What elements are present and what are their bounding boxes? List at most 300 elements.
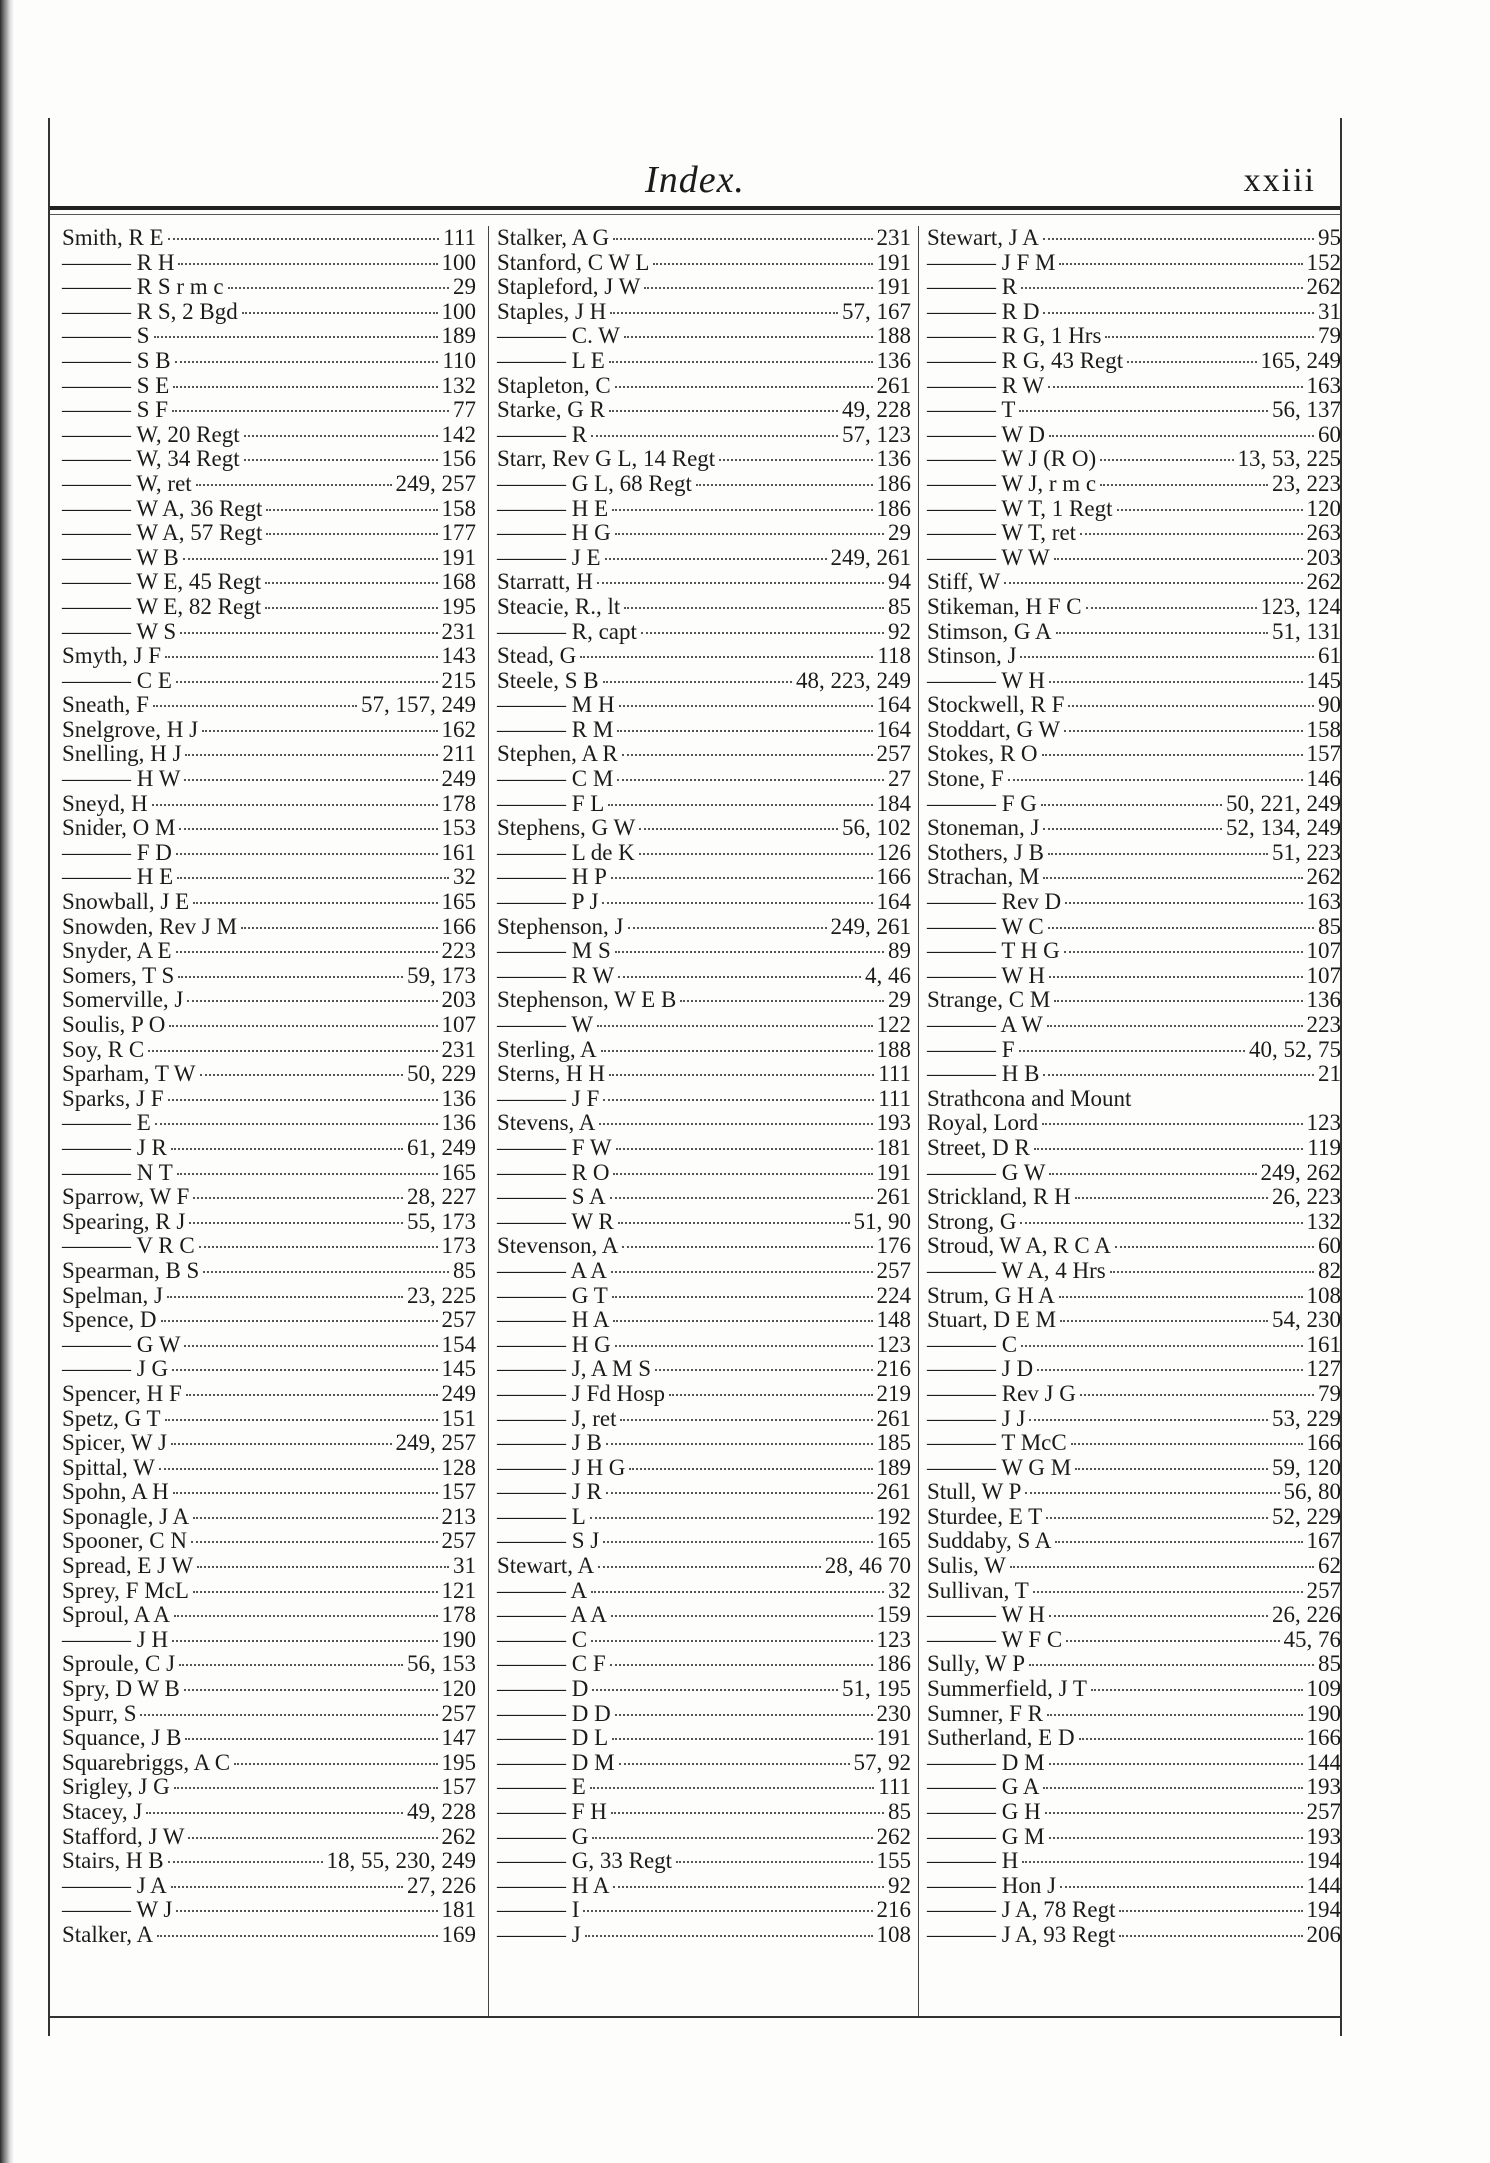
entry-name: Sturdee, E T <box>927 1503 1043 1529</box>
entry-name: ——— H A <box>497 1307 610 1333</box>
leader-dots <box>1064 730 1302 732</box>
index-entry <box>927 275 1341 300</box>
entry-pages: 60 <box>1318 421 1341 447</box>
entry-pages: 157 <box>441 1479 476 1505</box>
index-entry <box>927 1333 1341 1358</box>
leader-dots <box>174 1787 438 1789</box>
entry-name: ——— G A <box>927 1774 1040 1800</box>
entry-pages: 151 <box>441 1405 476 1431</box>
entry-pages: 257 <box>441 1700 476 1726</box>
entry-name: ——— P J <box>497 889 599 915</box>
index-entry <box>497 1333 911 1358</box>
entry-name: Snowden, Rev J M <box>62 913 238 939</box>
index-entry <box>62 398 476 423</box>
leader-dots <box>603 1099 874 1101</box>
entry-pages: 144 <box>1306 1872 1341 1898</box>
entry-name: ——— W T, 1 Regt <box>927 495 1113 521</box>
entry-pages: 203 <box>1306 544 1341 570</box>
index-entry <box>497 865 911 890</box>
entry-name: ——— E <box>62 1110 151 1136</box>
entry-name: ——— R <box>497 421 588 447</box>
entry-pages: 40, 52, 75 <box>1249 1036 1341 1062</box>
entry-name: ——— H <box>927 1848 1019 1874</box>
entry-name: Stewart, A <box>497 1553 595 1579</box>
entry-name: Stephenson, J <box>497 913 624 939</box>
leader-dots <box>184 1689 438 1691</box>
index-entry <box>62 1407 476 1432</box>
leader-dots <box>157 1935 437 1937</box>
entry-pages: 223 <box>441 938 476 964</box>
entry-name: Stikeman, H F C <box>927 593 1082 619</box>
entry-pages: 191 <box>876 1725 911 1751</box>
index-entry <box>62 1603 476 1628</box>
leader-dots <box>1060 1320 1268 1322</box>
entry-pages: 79 <box>1318 323 1341 349</box>
index-column-1 <box>62 226 476 2016</box>
entry-pages: 136 <box>441 1085 476 1111</box>
leader-dots <box>585 1935 873 1937</box>
index-entry <box>497 644 911 669</box>
index-entry <box>927 1234 1341 1259</box>
leader-dots <box>176 853 438 855</box>
entry-name: Spittal, W <box>62 1454 155 1480</box>
entry-pages: 142 <box>441 421 476 447</box>
entry-name: Stairs, H B <box>62 1848 164 1874</box>
index-entry <box>927 1726 1341 1751</box>
entry-name: Stinson, J <box>927 643 1017 669</box>
index-entry <box>497 1431 911 1456</box>
leader-dots <box>609 1074 874 1076</box>
entry-name: Stuart, D E M <box>927 1307 1057 1333</box>
entry-pages: 111 <box>878 1085 911 1111</box>
leader-dots <box>610 1664 873 1666</box>
index-entry <box>497 1923 911 1948</box>
index-entry <box>927 1259 1341 1284</box>
index-entry <box>62 1259 476 1284</box>
index-entry <box>497 1382 911 1407</box>
leader-dots <box>696 484 873 486</box>
index-entry <box>62 718 476 743</box>
leader-dots <box>202 730 437 732</box>
index-entry <box>927 742 1341 767</box>
entry-pages: 29 <box>453 274 476 300</box>
leader-dots <box>169 1025 437 1027</box>
leader-dots <box>1060 1886 1302 1888</box>
index-entry <box>927 767 1341 792</box>
entry-name: Staples, J H <box>497 298 607 324</box>
leader-dots <box>1127 361 1256 363</box>
entry-name: ——— W, 34 Regt <box>62 446 240 472</box>
entry-name: Spetz, G T <box>62 1405 161 1431</box>
index-entry <box>62 1333 476 1358</box>
entry-pages: 92 <box>888 618 911 644</box>
entry-pages: 219 <box>876 1380 911 1406</box>
leader-dots <box>193 902 437 904</box>
index-entry <box>497 398 911 423</box>
entry-pages: 257 <box>441 1307 476 1333</box>
entry-pages: 27, 226 <box>407 1872 476 1898</box>
entry-pages: 262 <box>1306 864 1341 890</box>
leader-dots <box>178 976 403 978</box>
entry-name: ——— D D <box>497 1700 611 1726</box>
entry-name: Sutherland, E D <box>927 1725 1075 1751</box>
index-entry <box>927 964 1341 989</box>
entry-name: ——— L <box>497 1503 586 1529</box>
leader-dots <box>613 1886 884 1888</box>
leader-dots <box>165 656 437 658</box>
leader-dots <box>1119 1910 1302 1912</box>
entry-pages: 166 <box>1306 1725 1341 1751</box>
entry-pages: 155 <box>876 1848 911 1874</box>
index-entry <box>62 1800 476 1825</box>
leader-dots <box>173 386 437 388</box>
entry-pages: 216 <box>876 1897 911 1923</box>
index-entry <box>62 890 476 915</box>
entry-pages: 85 <box>1318 913 1341 939</box>
leader-dots <box>266 509 437 511</box>
leader-dots <box>592 1689 838 1691</box>
entry-pages: 262 <box>1306 569 1341 595</box>
index-entry <box>62 1825 476 1850</box>
leader-dots <box>1049 1173 1256 1175</box>
entry-pages: 45, 76 <box>1283 1626 1341 1652</box>
leader-dots <box>1086 607 1257 609</box>
entry-pages: 56, 137 <box>1272 397 1341 423</box>
leader-dots <box>242 312 438 314</box>
index-entry <box>927 1038 1341 1063</box>
entry-name: ——— H W <box>62 766 181 792</box>
leader-dots <box>628 927 827 929</box>
leader-dots <box>185 754 438 756</box>
leader-dots <box>200 1074 403 1076</box>
entry-pages: 257 <box>441 1528 476 1554</box>
entry-pages: 158 <box>441 495 476 521</box>
entry-pages: 190 <box>1306 1700 1341 1726</box>
leader-dots <box>653 263 872 265</box>
leader-dots <box>193 1591 438 1593</box>
entry-name: Stephen, A R <box>497 741 618 767</box>
index-entry <box>62 1898 476 1923</box>
entry-pages: 29 <box>888 987 911 1013</box>
entry-name: Suddaby, S A <box>927 1528 1052 1554</box>
entry-pages: 29 <box>888 520 911 546</box>
entry-pages: 249, 257 <box>395 470 476 496</box>
index-entry <box>497 1259 911 1284</box>
entry-pages: 165 <box>876 1528 911 1554</box>
entry-pages: 188 <box>876 323 911 349</box>
index-entry <box>497 1677 911 1702</box>
entry-name: Starke, G R <box>497 397 605 423</box>
leader-dots <box>155 1123 438 1125</box>
index-entry <box>62 1161 476 1186</box>
entry-name: ——— R G, 43 Regt <box>927 347 1124 373</box>
entry-name: ——— E <box>497 1774 586 1800</box>
entry-name: Stockwell, R F <box>927 692 1065 718</box>
index-entry <box>497 1038 911 1063</box>
entry-name: Strange, C M <box>927 987 1051 1013</box>
entry-pages: 156 <box>441 446 476 472</box>
leader-dots <box>619 705 873 707</box>
leader-dots <box>168 238 440 240</box>
entry-pages: 31 <box>1318 298 1341 324</box>
leader-dots <box>680 1000 884 1002</box>
entry-name: Spurr, S <box>62 1700 137 1726</box>
entry-name: Spread, E J W <box>62 1553 194 1579</box>
leader-dots <box>1054 558 1303 560</box>
entry-pages: 186 <box>876 495 911 521</box>
entry-name: ——— J F <box>497 1085 600 1111</box>
entry-name: ——— J <box>497 1921 581 1947</box>
entry-name: Starr, Rev G L, 14 Regt <box>497 446 716 472</box>
leader-dots <box>1029 1419 1268 1421</box>
index-entry <box>927 1898 1341 1923</box>
entry-name: Steacie, R., lt <box>497 593 621 619</box>
leader-dots <box>176 1910 437 1912</box>
leader-dots <box>641 632 884 634</box>
index-entry <box>497 669 911 694</box>
leader-dots <box>1048 927 1314 929</box>
entry-name: ——— R W <box>497 962 615 988</box>
entry-pages: 50, 221, 249 <box>1226 790 1341 816</box>
entry-pages: 90 <box>1318 692 1341 718</box>
index-entry <box>62 423 476 448</box>
index-entry <box>497 1726 911 1751</box>
entry-name: Soulis, P O <box>62 1012 166 1037</box>
entry-pages: 57, 123 <box>842 421 911 447</box>
entry-pages: 85 <box>453 1257 476 1283</box>
entry-name: ——— S A <box>497 1184 606 1210</box>
entry-pages: 181 <box>876 1134 911 1160</box>
entry-pages: 49, 228 <box>407 1799 476 1824</box>
entry-name: ——— R D <box>927 298 1040 324</box>
entry-name: ——— S J <box>497 1528 600 1554</box>
index-entry <box>927 693 1341 718</box>
entry-name: ——— C. W <box>497 323 620 349</box>
entry-name: ——— T McC <box>927 1430 1067 1456</box>
entry-name: Sprey, F McL <box>62 1577 189 1603</box>
entry-name: ——— N T <box>62 1159 173 1185</box>
entry-name: Sparks, J F <box>62 1085 164 1111</box>
entry-pages: 48, 223, 249 <box>796 667 911 693</box>
leader-dots <box>168 1099 438 1101</box>
leader-dots <box>154 336 438 338</box>
index-entry <box>62 275 476 300</box>
index-entry <box>497 1579 911 1604</box>
entry-pages: 194 <box>1306 1848 1341 1874</box>
index-entry <box>62 1357 476 1382</box>
index-entry <box>927 497 1341 522</box>
entry-pages: 189 <box>441 323 476 349</box>
entry-pages: 162 <box>441 716 476 742</box>
entry-pages: 136 <box>1306 987 1341 1013</box>
index-entry <box>62 1775 476 1800</box>
leader-dots <box>1080 1394 1314 1396</box>
index-entry <box>62 1431 476 1456</box>
entry-name: Sully, W P <box>927 1651 1025 1677</box>
index-entry <box>927 1505 1341 1530</box>
entry-name: ——— W E, 45 Regt <box>62 569 262 595</box>
leader-dots <box>265 582 437 584</box>
entry-name: Street, D R <box>927 1134 1030 1160</box>
leader-dots <box>171 1148 403 1150</box>
entry-name: ——— G <box>497 1823 589 1849</box>
entry-pages: 23, 225 <box>407 1282 476 1308</box>
leader-dots <box>580 656 873 658</box>
index-entry <box>927 1431 1341 1456</box>
entry-name: ——— C <box>497 1626 588 1652</box>
leader-dots <box>1008 779 1303 781</box>
index-entry <box>927 1603 1341 1628</box>
index-entry <box>497 1013 911 1038</box>
leader-dots <box>1054 1000 1302 1002</box>
leader-dots <box>234 1763 437 1765</box>
leader-dots <box>1056 632 1268 634</box>
leader-dots <box>188 1837 437 1839</box>
index-entry <box>497 1751 911 1776</box>
leader-dots <box>1043 877 1302 879</box>
index-entry <box>497 841 911 866</box>
entry-name: Smith, R E <box>62 225 164 250</box>
leader-dots <box>244 435 438 437</box>
entry-name: ——— J A, 93 Regt <box>927 1921 1116 1947</box>
entry-pages: 257 <box>1306 1577 1341 1603</box>
entry-name: Stevens, A <box>497 1110 596 1136</box>
entry-pages: 111 <box>878 1774 911 1800</box>
index-entry <box>927 1923 1341 1948</box>
leader-dots <box>1019 1050 1245 1052</box>
index-entry <box>497 1652 911 1677</box>
leader-dots <box>1048 853 1268 855</box>
entry-name: Sponagle, J A <box>62 1503 190 1529</box>
entry-pages: 100 <box>441 249 476 275</box>
index-entry <box>927 423 1341 448</box>
entry-pages: 262 <box>876 1823 911 1849</box>
leader-dots <box>189 1222 403 1224</box>
entry-name: ——— W T, ret <box>927 520 1077 546</box>
entry-name: ——— J, A M S <box>497 1356 652 1382</box>
entry-pages: 108 <box>1306 1282 1341 1308</box>
leader-dots <box>1025 1492 1279 1494</box>
entry-name: Stephens, G W <box>497 815 636 841</box>
index-entry <box>497 1603 911 1628</box>
entry-pages: 85 <box>888 593 911 619</box>
entry-name: Sparham, T W <box>62 1061 196 1087</box>
index-entry <box>927 300 1341 325</box>
leader-dots <box>176 681 438 683</box>
leader-dots <box>159 1468 438 1470</box>
entry-pages: 136 <box>441 1110 476 1136</box>
entry-pages: 108 <box>876 1921 911 1947</box>
index-entry <box>497 1702 911 1727</box>
index-column-2 <box>488 226 911 2016</box>
index-entry <box>927 915 1341 940</box>
entry-name: Stull, W P <box>927 1479 1022 1505</box>
leader-dots <box>591 1591 884 1593</box>
entry-pages: 107 <box>1306 962 1341 988</box>
leader-dots <box>583 1910 872 1912</box>
leader-dots <box>613 1173 872 1175</box>
entry-name: Strum, G H A <box>927 1282 1055 1308</box>
index-entry <box>497 792 911 817</box>
entry-name: ——— J B <box>497 1430 602 1456</box>
entry-pages: 215 <box>441 667 476 693</box>
entry-name: ——— H B <box>927 1061 1040 1087</box>
index-entry <box>927 226 1341 251</box>
entry-name: ——— W H <box>927 1602 1045 1628</box>
leader-dots <box>612 1296 873 1298</box>
leader-dots <box>1047 1025 1303 1027</box>
index-entry <box>497 1407 911 1432</box>
index-entry <box>497 816 911 841</box>
leader-dots <box>140 1714 437 1716</box>
leader-dots <box>1043 1787 1302 1789</box>
leader-dots <box>1065 902 1302 904</box>
entry-name: Sproul, A A <box>62 1602 171 1628</box>
entry-pages: 177 <box>441 520 476 546</box>
index-entry <box>927 718 1341 743</box>
entry-pages: 249, 257 <box>395 1430 476 1456</box>
leader-dots <box>639 828 838 830</box>
entry-name: ——— F W <box>497 1134 612 1160</box>
entry-pages: 164 <box>876 716 911 742</box>
leader-dots <box>187 1000 437 1002</box>
index-entry <box>927 546 1341 571</box>
entry-name: Sterns, H H <box>497 1061 605 1087</box>
leader-dots <box>624 607 884 609</box>
index-entry <box>62 1702 476 1727</box>
leader-dots <box>1075 1468 1268 1470</box>
entry-pages: 192 <box>876 1503 911 1529</box>
entry-name: ——— L E <box>497 347 605 373</box>
entry-name: Snelling, H J <box>62 741 182 767</box>
index-entry <box>62 1849 476 1874</box>
index-entry <box>927 570 1341 595</box>
entry-pages: 195 <box>441 593 476 619</box>
index-entry <box>497 349 911 374</box>
index-entry <box>927 1579 1341 1604</box>
index-entry <box>62 1234 476 1259</box>
entry-pages: 55, 173 <box>407 1208 476 1234</box>
entry-pages: 261 <box>876 1405 911 1431</box>
entry-name: ——— I <box>497 1897 580 1923</box>
entry-name: ——— W, ret <box>62 470 192 496</box>
index-entry <box>497 1087 911 1112</box>
leader-dots <box>1020 1222 1302 1224</box>
leader-dots <box>1021 1345 1302 1347</box>
entry-name: ——— T H G <box>927 938 1060 964</box>
entry-name: ——— W H <box>927 962 1045 988</box>
entry-name: ——— R S, 2 Bgd <box>62 298 238 324</box>
index-entry <box>497 742 911 767</box>
entry-name: ——— W, 20 Regt <box>62 421 240 447</box>
entry-pages: 145 <box>441 1356 476 1382</box>
leader-dots <box>1119 1935 1302 1937</box>
index-entry <box>927 1111 1341 1136</box>
index-entry <box>497 1136 911 1161</box>
index-entry <box>62 1038 476 1063</box>
leader-dots <box>191 1541 438 1543</box>
entry-name: ——— W S <box>62 618 177 644</box>
leader-dots <box>1115 1246 1314 1248</box>
leader-dots <box>199 1246 438 1248</box>
leader-dots <box>1010 1566 1314 1568</box>
index-entry <box>497 1062 911 1087</box>
entry-name: ——— L de K <box>497 839 635 865</box>
entry-name: Strathcona and Mount <box>927 1085 1132 1111</box>
leader-dots <box>1045 1812 1303 1814</box>
leader-dots <box>1064 951 1303 953</box>
leader-dots <box>619 1763 850 1765</box>
